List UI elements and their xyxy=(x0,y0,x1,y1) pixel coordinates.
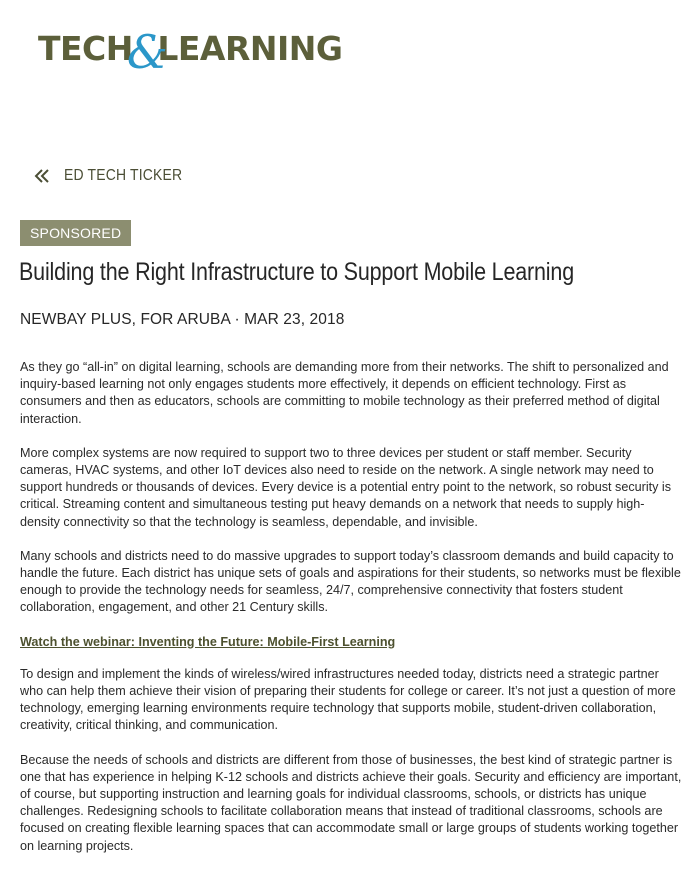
sponsored-badge: SPONSORED xyxy=(20,220,131,246)
article-byline: NEWBAY PLUS, FOR ARUBA · MAR 23, 2018 xyxy=(20,311,345,328)
article-paragraph: Because the needs of schools and districts are different from those of businesses, the best kind of strategic partner is one that has experience in helping K-12 schools and districts achieve their goals. Security and efficiency are important, of course, but supporting instruction and learning goals for individual classrooms, schools, or districts has unique challenges. Redesigning schools to facilitate collaboration means that instead of traditional classrooms, schools are focused on creating flexible learning spaces that can accommodate small or large groups of students working together on learning projects. xyxy=(20,752,682,853)
back-link-label[interactable]: ED TECH TICKER xyxy=(64,167,183,184)
article-paragraph: As they go “all-in” on digital learning, schools are demanding more from their networks. The shift to personalized and inquiry-based learning not only engages students more effectively, it depends on efficient technology. First as consumers and then as educators, schools are committing to mobile technology as their preferred method of digital interaction. xyxy=(20,360,669,426)
site-logo[interactable] xyxy=(38,25,343,79)
logo-text-tech: TECH xyxy=(38,28,133,68)
double-chevron-left-icon xyxy=(34,168,50,184)
back-to-ticker-link[interactable] xyxy=(34,167,195,185)
logo-text-learning: LEARNING xyxy=(157,28,343,68)
webinar-link[interactable]: Watch the webinar: Inventing the Future: Mobile-First Learning xyxy=(20,634,396,649)
article-body xyxy=(20,359,684,872)
article-paragraph: To design and implement the kinds of wireless/wired infrastructures needed today, districts need a strategic partner who can help them achieve their vision of preparing their students for college or career. It’s not just a question of more technology, emerging learning environments require technology that supports mobile, student-driven collaboration, creativity, critical thinking, and communication. xyxy=(20,666,676,733)
article-paragraph: Many schools and districts need to do massive upgrades to support today’s classroom demands and build capacity to handle the future. Each district has unique sets of goals and aspirations for their students, so networks must be flexible enough to provide the technology needs for seamless, 24/7, comprehensive connectivity that fosters student collaboration, engagement, and other 21 Century skills. xyxy=(20,548,681,615)
logo-ampersand: & xyxy=(126,25,168,79)
webinar-paragraph xyxy=(20,634,684,651)
article-title: Building the Right Infrastructure to Support Mobile Learning xyxy=(19,258,574,286)
article-paragraph: More complex systems are now required to support two to three devices per student or staff member. Security cameras, HVAC systems, and other IoT devices also need to reside on the network. A single network may need to support hundreds or thousands of devices. Every device is a potential entry point to the network, so robust security is critical. Streaming content and simultaneous testing put heavy demands on a network that needs to supply high-density connectivity so that the technology is seamless, dependable, and invisible. xyxy=(20,445,672,529)
